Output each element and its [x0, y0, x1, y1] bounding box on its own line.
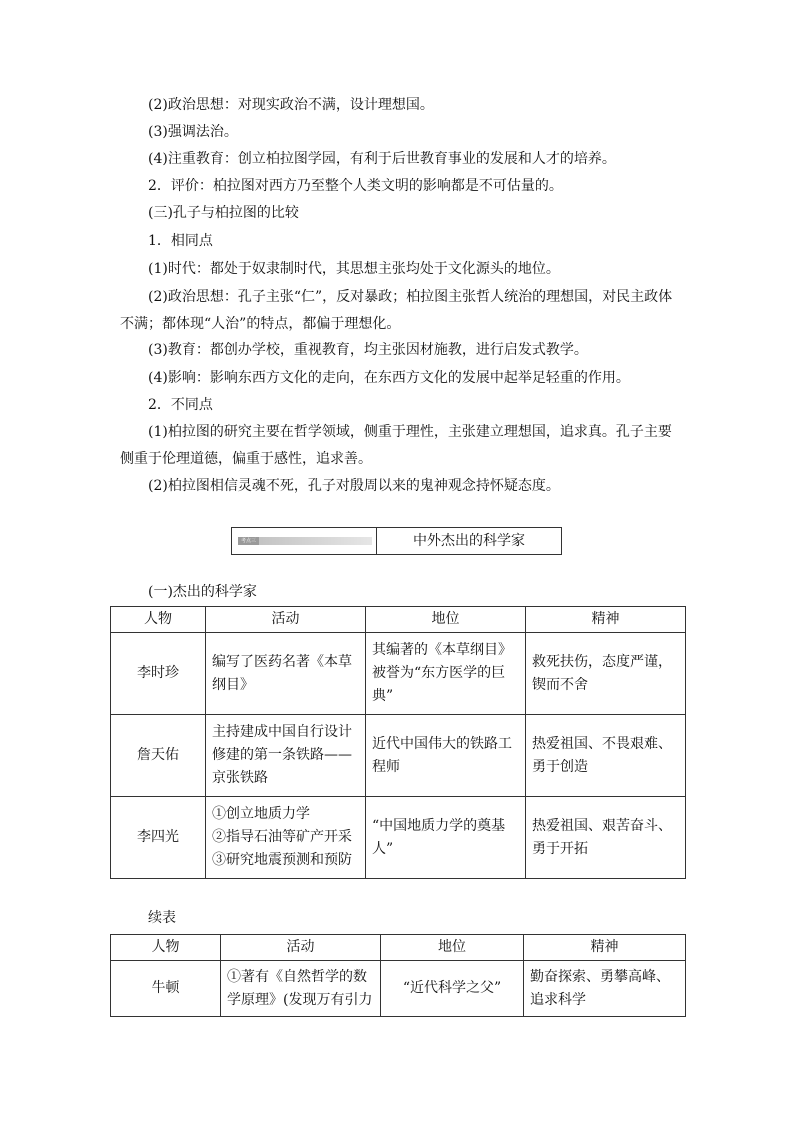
- paragraph: (2)柏拉图相信灵魂不死，孔子对殷周以来的鬼神观念持怀疑态度。: [148, 478, 560, 494]
- table-cell-person: 李四光: [111, 797, 206, 879]
- subsection-heading: 1．相同点: [148, 233, 213, 249]
- banner-tag: 考点三: [238, 537, 259, 545]
- header-cell: 地位: [381, 935, 524, 961]
- header-cell: 人物: [111, 607, 206, 633]
- table-cell-status: 其编著的《本草纲目》被誉为“东方医学的巨典”: [366, 633, 526, 715]
- header-cell: 精神: [524, 935, 686, 961]
- table-cell-activity: 编写了医药名著《本草纲目》: [206, 633, 366, 715]
- scientists-table-continued: [110, 934, 686, 1017]
- table1-caption: (一)杰出的科学家: [148, 584, 257, 600]
- paragraph: (2)政治思想：孔子主张“仁”，反对暴政；柏拉图主张哲人统治的理想国，对民主政体不满；都体现“人治”的特点，都偏于理想化。: [120, 289, 673, 332]
- table-row: [111, 715, 686, 797]
- header-cell: 活动: [221, 935, 381, 961]
- table-cell-activity: ①创立地质力学 ②指导石油等矿产开采 ③研究地震预测和预防: [206, 797, 366, 879]
- paragraph: (4)影响：影响东西方文化的走向，在东西方文化的发展中起举足轻重的作用。: [148, 370, 630, 386]
- table-cell-spirit: 热爱祖国、艰苦奋斗、勇于开拓: [526, 797, 686, 879]
- banner-tag-bar: [238, 537, 372, 545]
- table-cell-status: “中国地质力学的奠基人”: [366, 797, 526, 879]
- table-row: [111, 633, 686, 715]
- table-cell-activity: ①著有《自然哲学的数学原理》(发现万有引力: [221, 961, 381, 1017]
- paragraph: (1)柏拉图的研究主要在哲学领域，侧重于理性，主张建立理想国，追求真。孔子主要侧重于伦理道德，偏重于感性，追求善。: [120, 424, 672, 467]
- table-cell-spirit: 热爱祖国、不畏艰难、勇于创造: [526, 715, 686, 797]
- header-cell: 精神: [526, 607, 686, 633]
- paragraph: (1)时代：都处于奴隶制时代，其思想主张均处于文化源头的地位。: [148, 261, 560, 277]
- table-header-row: [111, 607, 686, 633]
- paragraph: 2．评价：柏拉图对西方乃至整个人类文明的影响都是不可估量的。: [148, 178, 563, 194]
- paragraph: (3)强调法治。: [148, 124, 238, 140]
- table-cell-status: “近代科学之父”: [381, 961, 524, 1017]
- table-header-row: [111, 935, 686, 961]
- header-cell: 活动: [206, 607, 366, 633]
- paragraph: (3)教育：都创办学校，重视教育，均主张因材施教，进行启发式教学。: [148, 342, 588, 358]
- scientists-table: [110, 606, 686, 879]
- table-cell-spirit: 勤奋探索、勇攀高峰、追求科学: [524, 961, 686, 1017]
- banner-tag-area: [232, 528, 376, 554]
- banner-title: 中外杰出的科学家: [413, 533, 525, 549]
- table-cell-activity: 主持建成中国自行设计修建的第一条铁路——京张铁路: [206, 715, 366, 797]
- table2-caption: 续表: [148, 910, 176, 926]
- table-cell-person: 詹天佑: [111, 715, 206, 797]
- header-cell: 地位: [366, 607, 526, 633]
- paragraph: (2)政治思想：对现实政治不满，设计理想国。: [148, 97, 434, 113]
- table-cell-person: 牛顿: [111, 961, 221, 1017]
- table-cell-status: 近代中国伟大的铁路工程师: [366, 715, 526, 797]
- header-cell: 人物: [111, 935, 221, 961]
- table-cell-person: 李时珍: [111, 633, 206, 715]
- table-cell-spirit: 救死扶伤，态度严谨，锲而不舍: [526, 633, 686, 715]
- section-banner: [231, 527, 562, 555]
- table-row: [111, 961, 686, 1017]
- table-row: [111, 797, 686, 879]
- paragraph: (4)注重教育：创立柏拉图学园，有利于后世教育事业的发展和人才的培养。: [148, 151, 616, 167]
- subsection-heading: 2．不同点: [148, 397, 213, 413]
- section-heading: (三)孔子与柏拉图的比较: [148, 205, 299, 221]
